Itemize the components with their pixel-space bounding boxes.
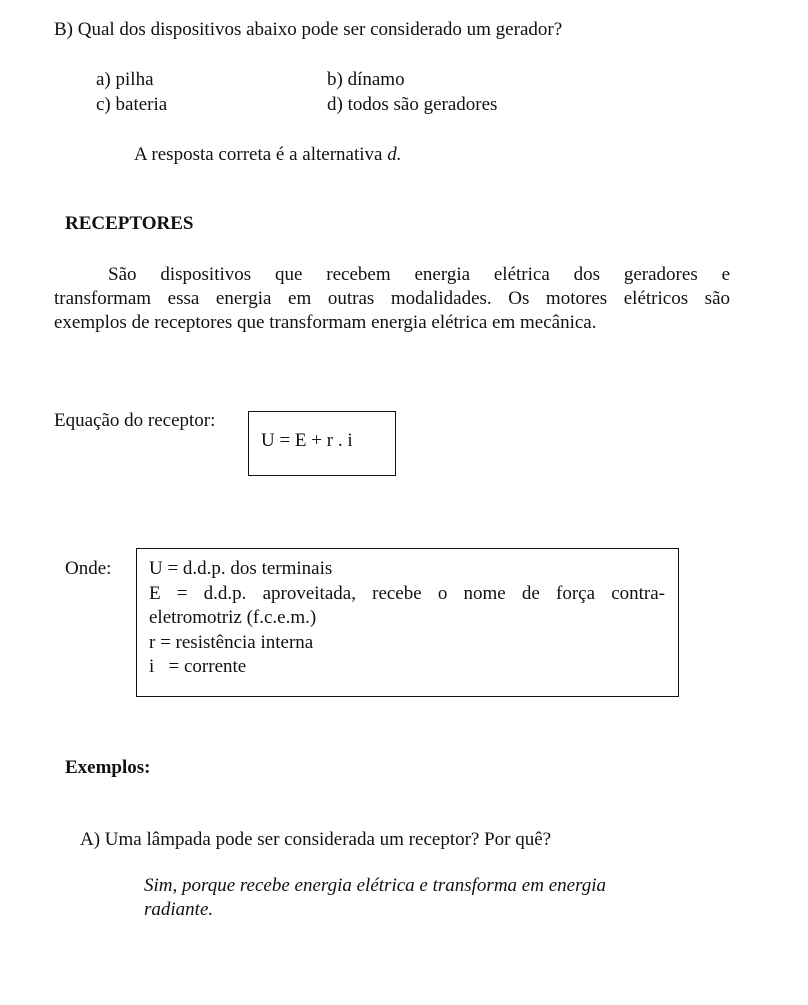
equation-label: Equação do receptor:: [54, 410, 216, 431]
onde-line-i: i = corrente: [149, 656, 247, 677]
onde-box: [136, 548, 679, 697]
section-heading-exemplos: Exemplos:: [65, 757, 151, 778]
paragraph-line-2: transformam essa energia em outras modalidades. Os motores elétricos são: [54, 288, 730, 309]
question-a: A) Uma lâmpada pode ser considerada um receptor? Por quê?: [80, 829, 552, 850]
option-b: b) dínamo: [327, 69, 405, 90]
option-a: a) pilha: [96, 69, 154, 90]
paragraph-line-1: São dispositivos que recebem energia elétrica dos geradores e: [108, 264, 730, 285]
section-heading-receptores: RECEPTORES: [65, 213, 194, 234]
answer-line: [134, 143, 401, 167]
answer-letter: d.: [387, 144, 402, 165]
equation-formula: U = E + r . i: [261, 430, 353, 451]
onde-line-r: r = resistência interna: [149, 632, 314, 653]
answer-a-line-2: radiante.: [144, 899, 214, 920]
option-c: c) bateria: [96, 94, 168, 115]
option-d: d) todos são geradores: [327, 94, 498, 115]
paragraph-line-3: exemplos de receptores que transformam energia elétrica em mecânica.: [54, 312, 597, 333]
equation-box: [248, 411, 396, 476]
onde-line-e-cont: eletromotriz (f.c.e.m.): [149, 607, 317, 628]
question-b-prompt: B) Qual dos dispositivos abaixo pode ser considerado um gerador?: [54, 19, 563, 40]
onde-line-u: U = d.d.p. dos terminais: [149, 558, 333, 579]
answer-a-line-1: Sim, porque recebe energia elétrica e transforma em energia: [144, 875, 607, 896]
onde-label: Onde:: [65, 558, 112, 579]
answer-prefix: A resposta correta é a alternativa: [134, 144, 388, 165]
onde-line-e: E = d.d.p. aproveitada, recebe o nome de força contra-: [149, 583, 665, 604]
